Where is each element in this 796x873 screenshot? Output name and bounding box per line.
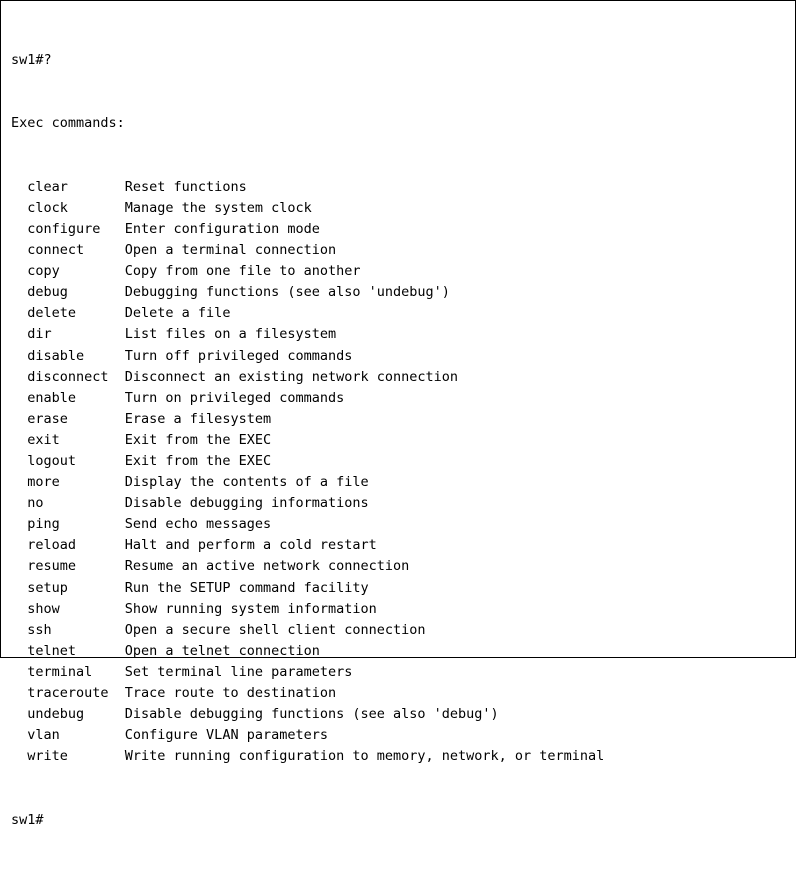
command-description: Copy from one file to another [124, 263, 361, 280]
command-name: show [27, 600, 60, 617]
command-name: telnet [27, 642, 77, 659]
command-description: Manage the system clock [124, 199, 312, 216]
command-name: delete [27, 305, 77, 322]
command-name: terminal [27, 663, 93, 680]
command-description: Resume an active network connection [124, 558, 410, 575]
command-description: Display the contents of a file [124, 474, 369, 491]
command-name: debug [27, 284, 68, 301]
exec-commands-header: Exec commands: [11, 115, 125, 132]
command-description: List files on a filesystem [124, 326, 337, 343]
command-description: Send echo messages [124, 516, 272, 533]
command-row [11, 746, 787, 767]
command-name: erase [27, 410, 68, 427]
command-name: exit [27, 431, 60, 448]
command-name: write [27, 748, 68, 765]
command-row [11, 535, 787, 556]
command-description: Reset functions [124, 178, 247, 195]
command-row [11, 578, 787, 599]
command-description: Write running configuration to memory, network, or terminal [124, 748, 605, 765]
command-row [11, 282, 787, 303]
command-name: disconnect [27, 368, 109, 385]
command-name: undebug [27, 706, 85, 723]
command-description: Open a terminal connection [124, 242, 337, 259]
command-name: resume [27, 558, 77, 575]
command-row [11, 430, 787, 451]
command-row [11, 620, 787, 641]
command-name: traceroute [27, 685, 109, 701]
command-row [11, 683, 787, 704]
command-row [11, 240, 787, 261]
command-name: connect [27, 242, 85, 259]
command-row [11, 346, 787, 367]
command-row [11, 662, 787, 683]
command-description: Erase a filesystem [124, 410, 272, 427]
command-description: Open a secure shell client connection [124, 621, 426, 638]
command-row [11, 514, 787, 535]
command-description: Configure VLAN parameters [124, 727, 328, 744]
command-description: Halt and perform a cold restart [124, 537, 377, 554]
terminal-output [11, 8, 787, 873]
command-row [11, 641, 787, 662]
command-description: Turn off privileged commands [124, 347, 353, 364]
command-row [11, 388, 787, 409]
command-description: Trace route to destination [124, 685, 337, 701]
command-name: vlan [27, 727, 60, 744]
command-row [11, 303, 787, 324]
command-description: Disable debugging functions (see also 'debug') [124, 706, 499, 723]
command-name: copy [27, 263, 60, 280]
command-name: enable [27, 389, 77, 406]
command-description: Disconnect an existing network connection [124, 368, 459, 385]
command-row [11, 261, 787, 282]
command-row [11, 704, 787, 725]
prompt-line-bottom: sw1# [11, 811, 44, 828]
command-name: clear [27, 178, 68, 195]
command-description: Set terminal line parameters [124, 663, 353, 680]
command-name: ping [27, 516, 60, 533]
command-description: Turn on privileged commands [124, 389, 345, 406]
prompt-line-top: sw1#? [11, 52, 52, 69]
command-description: Exit from the EXEC [124, 431, 272, 448]
command-help-list [11, 177, 787, 768]
command-name: configure [27, 220, 101, 237]
command-description: Show running system information [124, 600, 377, 617]
command-row [11, 556, 787, 577]
command-row [11, 219, 787, 240]
command-name: logout [27, 452, 77, 469]
command-row [11, 324, 787, 345]
command-description: Enter configuration mode [124, 220, 320, 237]
command-row [11, 177, 787, 198]
command-description: Delete a file [124, 305, 231, 322]
command-name: reload [27, 537, 77, 554]
command-name: more [27, 474, 60, 491]
command-name: dir [27, 326, 52, 343]
command-row [11, 599, 787, 620]
command-name: disable [27, 347, 85, 364]
command-row [11, 725, 787, 746]
command-name: clock [27, 199, 68, 216]
command-description: Run the SETUP command facility [124, 579, 369, 596]
command-description: Disable debugging informations [124, 495, 369, 512]
command-description: Debugging functions (see also 'undebug') [124, 284, 450, 301]
command-name: setup [27, 579, 68, 596]
command-description: Exit from the EXEC [124, 452, 272, 469]
command-row [11, 409, 787, 430]
command-row [11, 451, 787, 472]
command-description: Open a telnet connection [124, 642, 320, 659]
command-row [11, 472, 787, 493]
command-row [11, 198, 787, 219]
command-name: no [27, 495, 44, 512]
command-name: ssh [27, 621, 52, 638]
command-row [11, 493, 787, 514]
command-row [11, 367, 787, 388]
